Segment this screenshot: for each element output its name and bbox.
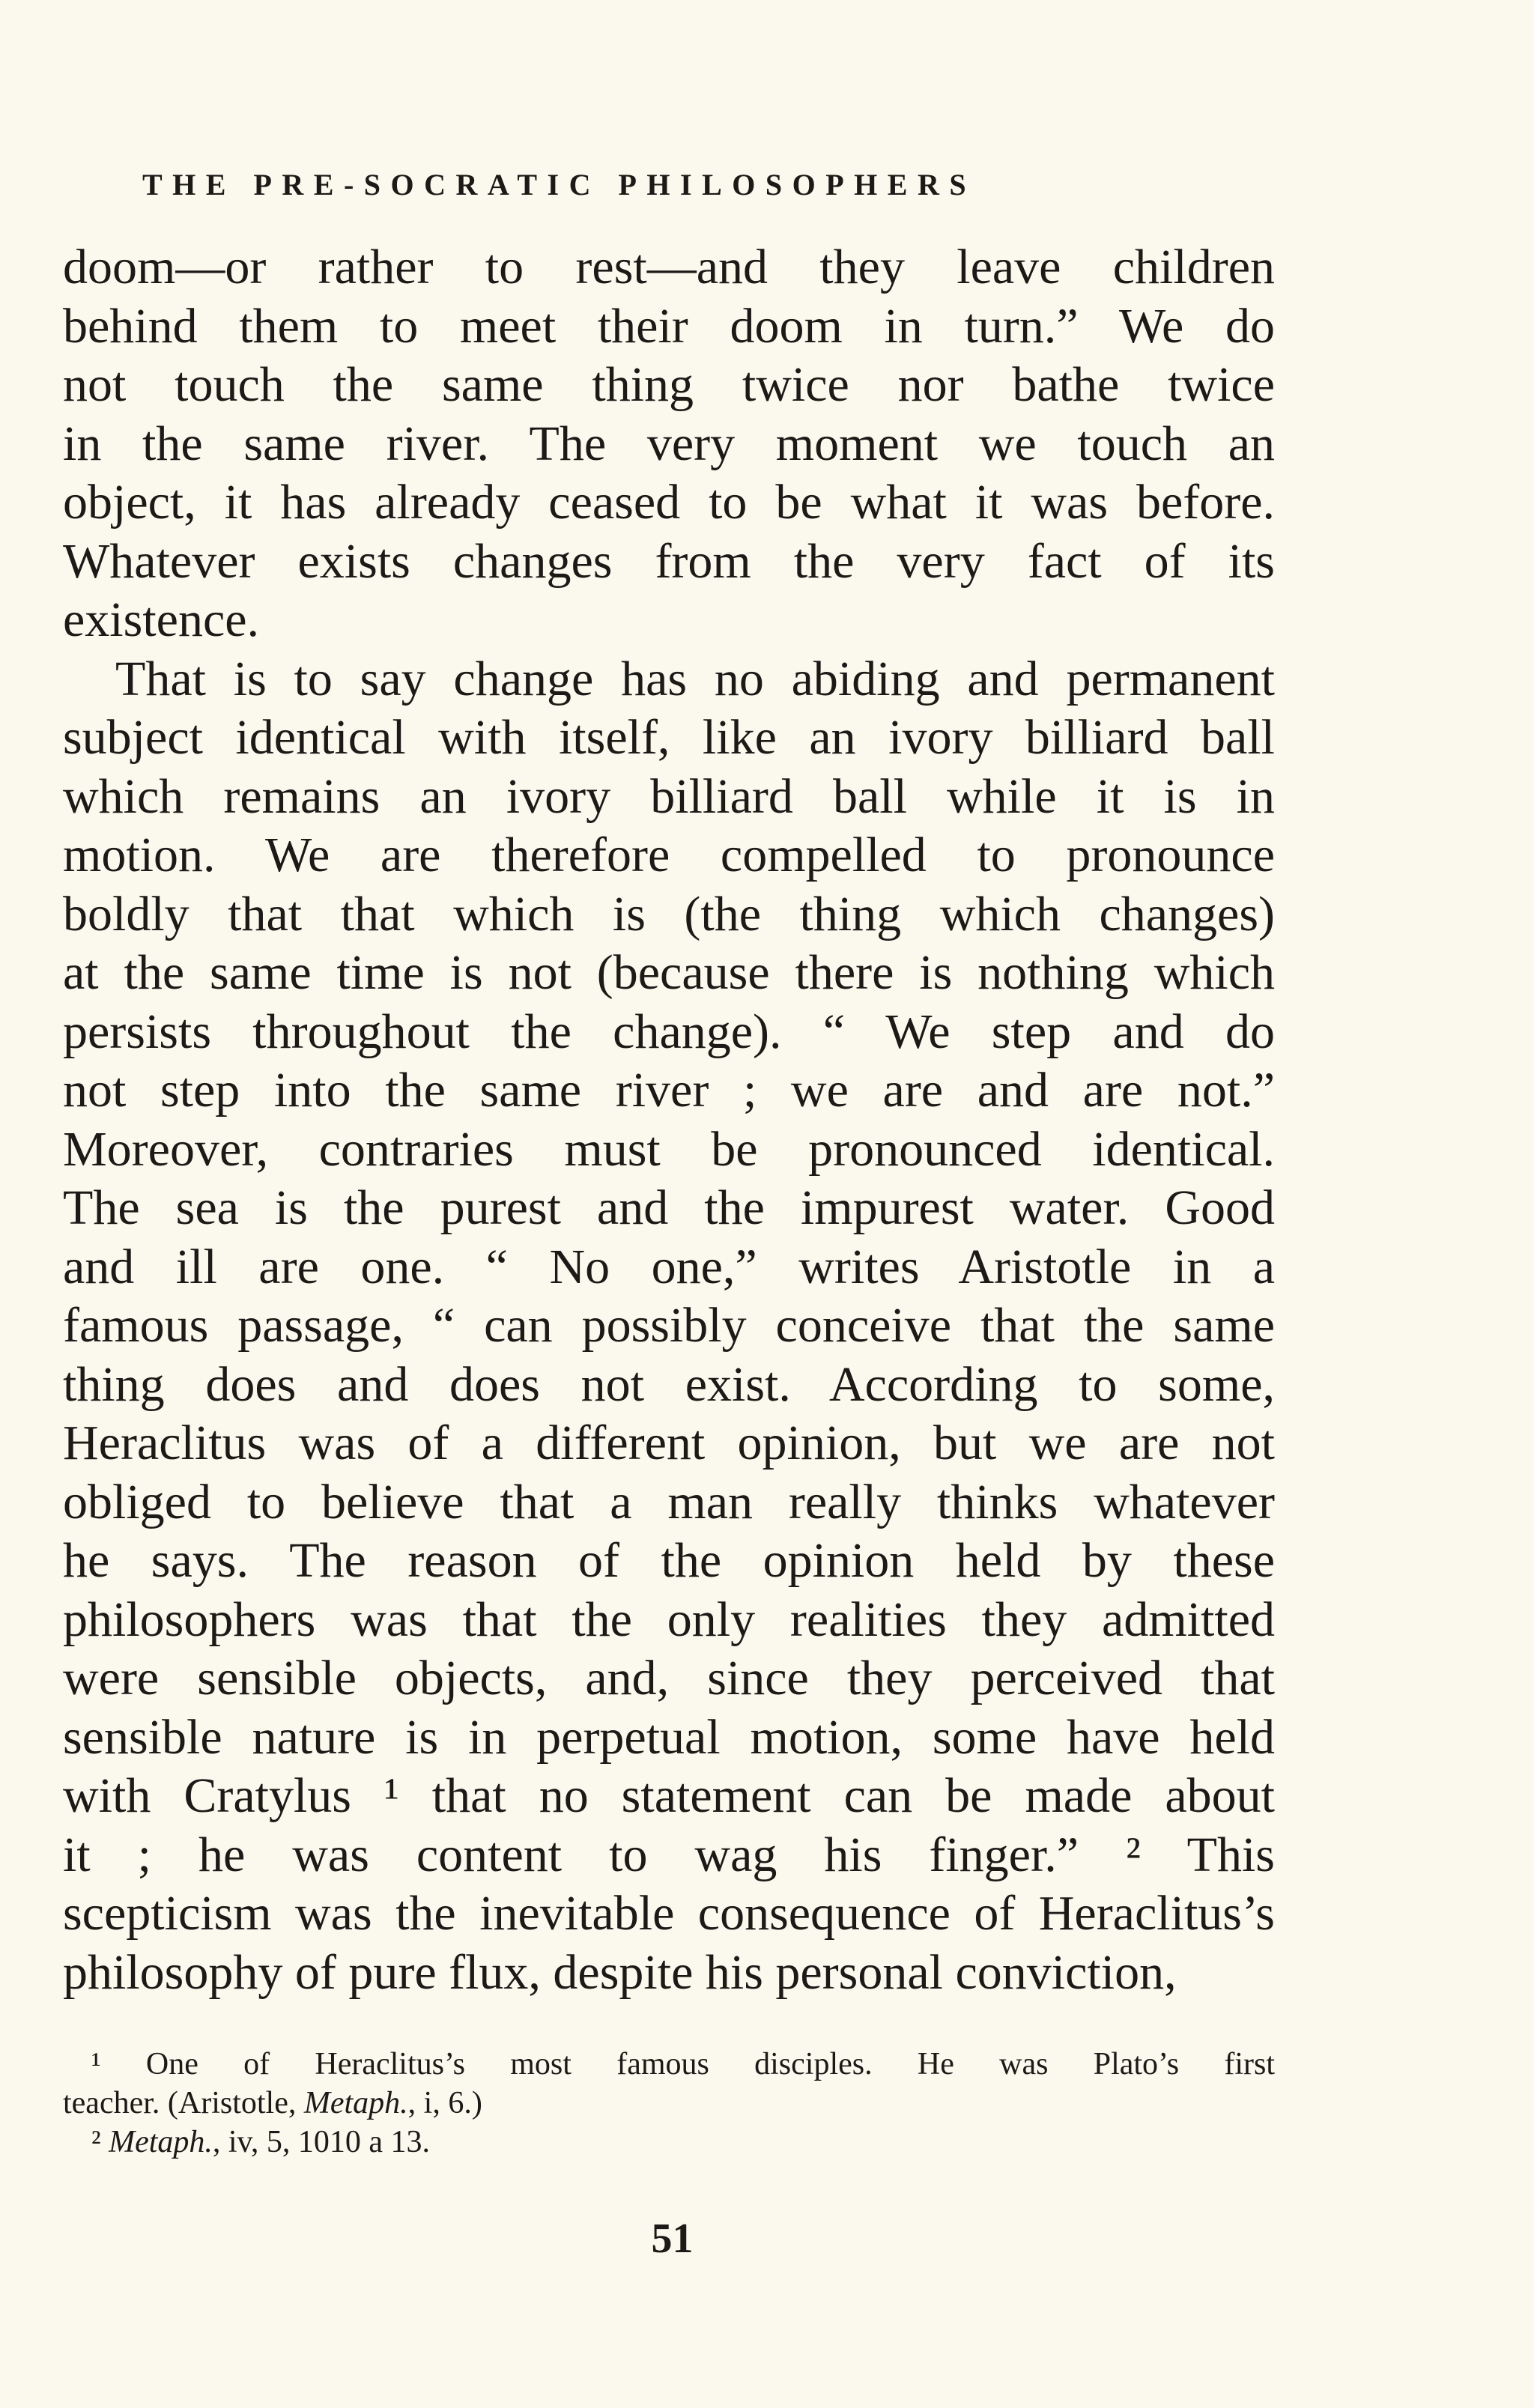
- footnote-2: [63, 2123, 1275, 2162]
- running-head: THE PRE-SOCRATIC PHILOSOPHERS: [142, 168, 977, 201]
- footnote-citation: Metaph.: [303, 2086, 408, 2120]
- text-line: That is to say change has no abiding and permanent: [115, 651, 1275, 706]
- text-line: persists throughout the change). “ We step and do: [63, 1004, 1275, 1059]
- footnote-marker: ¹: [91, 2047, 101, 2081]
- text-line: not step into the same river ; we are and are not.”: [63, 1063, 1275, 1117]
- text-line: Heraclitus was of a different opinion, but we are not: [63, 1416, 1275, 1470]
- footnotes: [63, 2045, 1275, 2162]
- footnote-1-line-2: [63, 2084, 1275, 2123]
- text-line: Moreover, contraries must be pronounced identical.: [63, 1121, 1275, 1177]
- text-line: not touch the same thing twice nor bathe twice: [63, 357, 1275, 412]
- text-line: thing does and does not exist. According to some,: [63, 1356, 1275, 1412]
- text-line: famous passage, “ can possibly conceive that the same: [63, 1298, 1275, 1353]
- text-line: at the same time is not (because there is nothing which: [63, 945, 1275, 1000]
- text-line: The sea is the purest and the impurest water. Good: [63, 1180, 1275, 1235]
- footnote-text: teacher. (Aristotle,: [63, 2086, 304, 2120]
- text-line: object, it has already ceased to be what it was before.: [63, 475, 1275, 530]
- footnote-text: One of Heraclitus’s most famous disciples. He was Plato’s first: [145, 2047, 1276, 2081]
- text-line: scepticism was the inevitable consequence of Heraclitus’s: [63, 1886, 1275, 1941]
- text-line: with Cratylus ¹ that no statement can be made about: [63, 1768, 1275, 1823]
- text-line: obliged to believe that a man really thinks whatever: [63, 1474, 1275, 1529]
- text-line: boldly that that which is (the thing which changes): [63, 886, 1275, 941]
- text-line: and ill are one. “ No one,” writes Aristotle in a: [63, 1239, 1275, 1294]
- footnote-text: , i, 6.): [407, 2086, 482, 2120]
- footnote-citation: Metaph.: [109, 2125, 213, 2159]
- text-line: it ; he was content to wag his finger.” ² This: [63, 1827, 1275, 1882]
- footnote-text: , iv, 5, 1010 a 13.: [212, 2125, 430, 2159]
- text-line: were sensible objects, and, since they perceived that: [63, 1651, 1275, 1705]
- text-line: which remains an ivory billiard ball while it is in: [63, 768, 1275, 824]
- footnote-marker: ²: [91, 2125, 101, 2159]
- text-line: sensible nature is in perpetual motion, some have held: [63, 1709, 1275, 1765]
- text-line: motion. We are therefore compelled to pronounce: [63, 828, 1275, 882]
- page-number: 51: [651, 2216, 694, 2262]
- text-line: he says. The reason of the opinion held by these: [63, 1533, 1275, 1588]
- text-line: philosophy of pure flux, despite his personal conviction,: [63, 1944, 1177, 2000]
- footnote-1-line-1: [63, 2045, 1275, 2084]
- text-line: doom—or rather to rest—and they leave children: [63, 240, 1275, 294]
- text-line: existence.: [63, 592, 260, 647]
- text-line: philosophers was that the only realities they admitted: [63, 1592, 1275, 1647]
- body-text: [63, 238, 1275, 2002]
- text-line: in the same river. The very moment we touch an: [63, 416, 1275, 471]
- text-line: behind them to meet their doom in turn.” We do: [63, 298, 1275, 354]
- text-line: subject identical with itself, like an ivory billiard ball: [63, 710, 1275, 765]
- text-line: Whatever exists changes from the very fact of its: [63, 533, 1275, 589]
